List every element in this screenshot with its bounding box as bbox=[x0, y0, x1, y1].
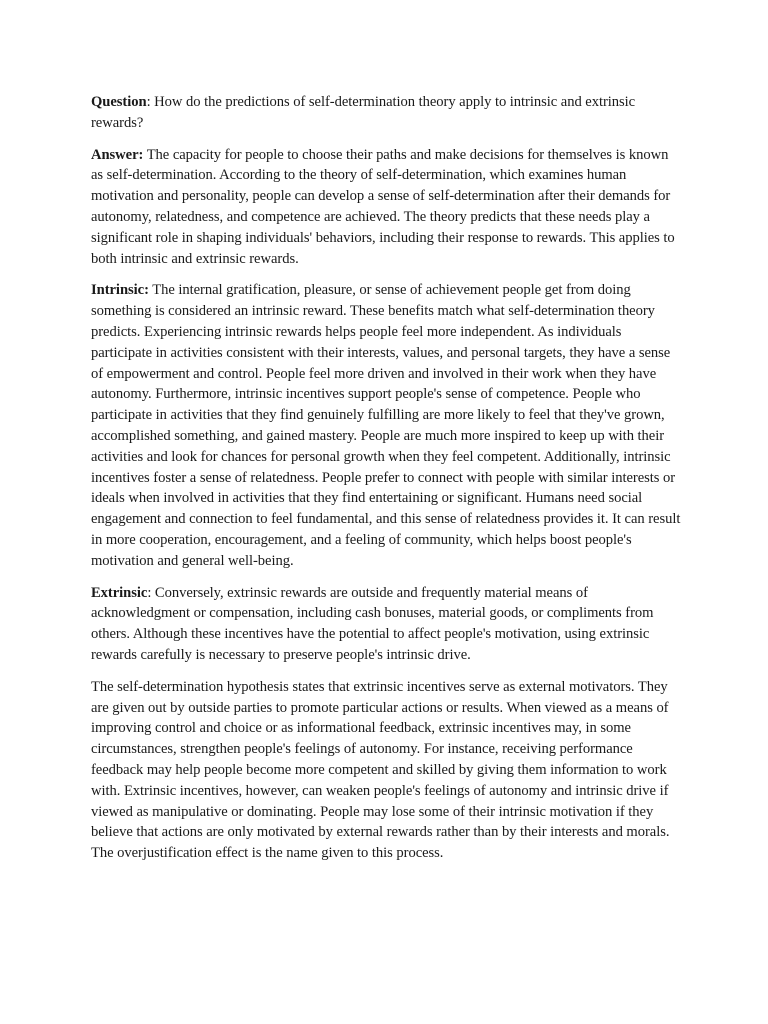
closing-text: The self-determination hypothesis states that extrinsic incentives serve as external motivators. They are given out by outside parties to promote particular actions or results. When viewed as a means of improving control and choice or as informational feedback, extrinsic incentives may, in some circumstances, strengthen people's feelings of autonomy. For instance, receiving performance feedback may help people become more competent and skilled by giving them information to work with. Extrinsic incentives, however, can weaken people's feelings of autonomy and intrinsic drive if viewed as manipulative or dominating. People may lose some of their intrinsic motivation if they believe that actions are only motivated by external rewards rather than by their interests and morals. The overjustification effect is the name given to this process. bbox=[91, 678, 670, 862]
answer-label: Answer: bbox=[91, 146, 144, 163]
extrinsic-separator: : bbox=[147, 584, 155, 601]
closing-paragraph bbox=[91, 677, 681, 864]
intrinsic-label: Intrinsic: bbox=[91, 282, 149, 299]
question-paragraph bbox=[91, 92, 681, 134]
intrinsic-paragraph bbox=[91, 280, 681, 571]
answer-text: The capacity for people to choose their paths and make decisions for themselves is known as self-determination. According to the theory of self-determination, which examines human motivation and personality, people can develop a sense of self-determination after their demands for autonomy, relatedness, and competence are achieved. The theory predicts that these needs play a significant role in shaping individuals' behaviors, including their response to rewards. This applies to both intrinsic and extrinsic rewards. bbox=[91, 146, 675, 267]
extrinsic-label: Extrinsic bbox=[91, 584, 148, 601]
question-text: How do the predictions of self-determination theory apply to intrinsic and extrinsic rewards? bbox=[91, 94, 636, 131]
question-label: Question bbox=[91, 94, 147, 110]
question-separator: : bbox=[146, 94, 155, 110]
extrinsic-text: Conversely, extrinsic rewards are outside and frequently material means of acknowledgment or compensation, including cash bonuses, material goods, or compliments from others. Although these incentives have the potential to affect people's motivation, using extrinsic rewards carefully is necessary to preserve people's intrinsic drive. bbox=[91, 584, 654, 663]
answer-paragraph bbox=[91, 145, 681, 270]
intrinsic-text: The internal gratification, pleasure, or sense of achievement people get from doing something is considered an intrinsic reward. These benefits match what self-determination theory predicts. Experiencing intrinsic rewards helps people feel more independent. As individuals participate in activities consistent with their interests, values, and personal targets, they have a sense of empowerment and control. People feel more driven and involved in their work when they have autonomy. Furthermore, intrinsic incentives support people's sense of competence. People who participate in activities that they find genuinely fulfilling are more likely to feel that they've grown, accomplished something, and gained mastery. People are much more inspired to keep up with their activities and look for chances for personal growth when they feel competent. Additionally, intrinsic incentives foster a sense of relatedness. People prefer to connect with people with similar interests or ideals when involved in activities that they find entertaining or significant. Humans need social engagement and connection to feel fundamental, and this sense of relatedness provides it. It can result in more cooperation, encouragement, and a feeling of community, which helps boost people's motivation and general well-being. bbox=[91, 282, 681, 569]
document-page bbox=[91, 92, 681, 875]
extrinsic-paragraph bbox=[91, 583, 681, 666]
